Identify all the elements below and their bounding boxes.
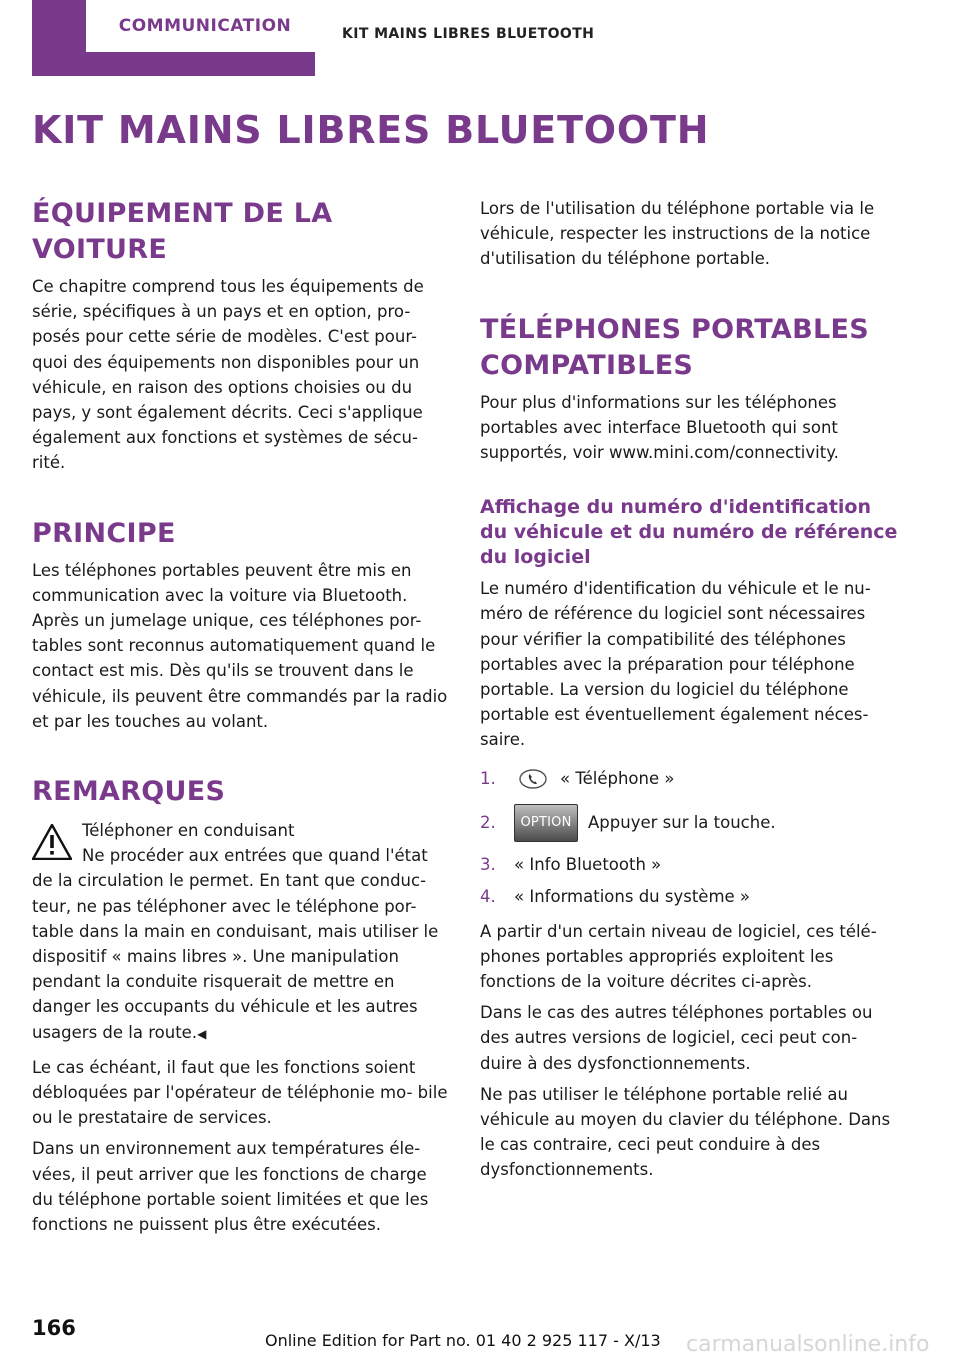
step-number: 4. (480, 887, 496, 907)
paragraph-temperatures: Dans un environnement aux températures éle- vées, il peut arriver que les fonctions de charge du téléphone portable soient limitées et que les fonctions ne puissent plus être exécutées. (32, 1139, 429, 1235)
chapter-label: COMMUNICATION (118, 16, 292, 36)
step-item (480, 797, 900, 849)
heading-remarques: REMARQUES (32, 776, 226, 808)
step-number: 1. (480, 769, 496, 789)
paragraph-utilisation: Lors de l'utilisation du téléphone portable via le véhicule, respecter les instructions de la notice d'utilisation du téléphone portable. (480, 199, 875, 269)
step-text: « Téléphone » (560, 769, 675, 789)
edition-text: Online Edition for Part no. 01 40 2 925 117 - X/13 (265, 1331, 661, 1350)
paragraph-equipement: Ce chapitre comprend tous les équipements de série, spécifiques à un pays et en option, pro- posés pour cette série de modèles. C'est pour- quoi des équipements non disponibles pour un véhicule, en raison des options choisies ou du pays, y sont également décrits. Ceci s'applique également aux fonctions et systèmes de sécu- rité. (32, 277, 424, 473)
page-number: 166 (32, 1316, 76, 1340)
step-item (480, 763, 900, 795)
warning-text-first-line: Ne procéder aux entrées que quand l'état (82, 846, 428, 866)
step-number: 3. (480, 855, 496, 875)
step-text: « Info Bluetooth » (514, 855, 662, 875)
warning-title: Téléphoner en conduisant (82, 821, 295, 841)
warning-text (32, 868, 448, 1046)
paragraph-operateur: Le cas échéant, il faut que les fonctions soient débloquées par l'opérateur de téléphonie mo- bile ou le prestataire de services. (32, 1057, 448, 1128)
step-text: Appuyer sur la touche. (588, 813, 776, 833)
left-column (32, 196, 448, 1237)
header-tab-inner (86, 0, 324, 52)
phone-icon (518, 768, 548, 790)
warning-block (32, 818, 448, 1047)
warning-triangle-icon (32, 824, 72, 860)
header-tab (32, 0, 315, 76)
page-title: KIT MAINS LIBRES BLUETOOTH (32, 108, 710, 152)
heading-compatibles: TÉLÉPHONES PORTABLES COMPATIBLES (480, 313, 869, 381)
step-text: « Informations du système » (514, 887, 751, 907)
subheading-identification: Affichage du numéro d'identification du véhicule et du numéro de référence du logiciel (480, 496, 898, 569)
right-column (480, 196, 900, 1183)
step-item (480, 849, 900, 881)
paragraph-autres-telephones: Dans le cas des autres téléphones portables ou des autres versions de logiciel, ceci peut con- duire à des dysfonctionnements. (480, 1003, 873, 1073)
step-item (480, 881, 900, 913)
paragraph-clavier: Ne pas utiliser le téléphone portable relié au véhicule au moyen du clavier du téléphone. Dans le cas contraire, ceci peut conduire à des dysfonctionnements. (480, 1084, 891, 1180)
watermark: carmanualsonline.info (686, 1332, 930, 1357)
heading-equipement: ÉQUIPEMENT DE LA VOITURE (32, 198, 333, 265)
breadcrumb: KIT MAINS LIBRES BLUETOOTH (342, 26, 595, 42)
steps-list (480, 763, 900, 913)
step-number: 2. (480, 813, 496, 833)
paragraph-identification: Le numéro d'identification du véhicule et le nu- méro de référence du logiciel sont nécessaires pour vérifier la compatibilité des téléphones portables avec la préparation pour téléphone portable. La version du logiciel du téléphone portable est éventuellement également néces- saire. (480, 579, 871, 750)
paragraph-compatibles: Pour plus d'informations sur les téléphones portables avec interface Bluetooth qui sont supportés, voir www.mini.com/connectivity. (480, 392, 839, 463)
paragraph-principe: Les téléphones portables peuvent être mis en communication avec la voiture via Bluetooth. Après un jumelage unique, ces téléphones por- tables sont reconnus automatiquement quand le contact est mis. Dès qu'ils se trouvent dans le véhicule, ils peuvent être commandés par la radio et par les touches au volant. (32, 560, 448, 731)
end-mark-icon: ◀ (197, 1026, 207, 1041)
heading-principe: PRINCIPE (32, 517, 176, 549)
paragraph-niveau-logiciel: A partir d'un certain niveau de logiciel, ces télé- phones portables appropriés exploitent les fonctions de la voiture décrites ci-après. (480, 921, 877, 992)
warning-text-body: de la circulation le permet. En tant que conduc- teur, ne pas téléphoner avec le téléphone por- table dans la main en conduisant, mais utiliser le dispositif « mains libres ». Une manipulation pendant la conduite risquerait de mettre en danger les occupants du véhicule et les autres usagers de la route. (32, 871, 439, 1042)
option-button: OPTION (514, 804, 578, 842)
